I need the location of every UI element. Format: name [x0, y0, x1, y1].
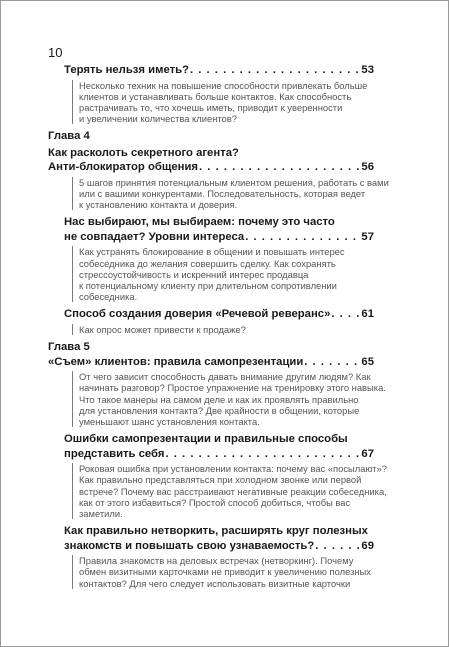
desc-line: к потенциальному клиенту при длительном сопротивлении [79, 280, 337, 292]
desc-line: и увеличении количества клиентов? [79, 113, 237, 125]
toc-entry-description [72, 246, 374, 302]
leader-dots [199, 160, 360, 175]
desc-line: клиентов и устанавливать больше контактов. Как способность [79, 90, 352, 102]
toc-entry-page: 67 [361, 447, 374, 460]
table-of-contents [48, 63, 389, 594]
leader-dots [331, 307, 360, 322]
desc-line: заметили. [79, 507, 123, 519]
toc-entry-title: Терять нельзя иметь? [64, 64, 189, 76]
leader-dots [190, 63, 360, 78]
toc-entry-title-line1: Ошибки самопрезентации и правильные способы [64, 433, 348, 446]
toc-entry-title-line1: Как правильно нетворкить, расширять круг полезных [64, 525, 368, 538]
toc-entry-title-line2: не совпадает? Уровни интереса [64, 230, 245, 243]
toc-entry-page: 57 [361, 230, 374, 243]
toc-entry-ch5[interactable] [48, 355, 374, 370]
toc-entry-description [72, 463, 388, 519]
toc-entry-s4[interactable] [48, 432, 374, 461]
desc-line: для установления контакта? Две крайности в общении, которые [79, 404, 360, 416]
toc-entry-s2[interactable] [48, 215, 374, 244]
toc-entry-s3[interactable] [48, 307, 374, 322]
desc-line: обмен визитными карточками не приводит к увеличению полезных [79, 566, 371, 578]
leader-dots [315, 539, 360, 554]
leader-dots [165, 447, 360, 462]
desc-line: встрече? Почему вас расстраивают негативные реакции собеседника, [79, 485, 387, 497]
leader-dots [304, 355, 360, 370]
toc-entry-title: Способ создания доверия «Речевой реверанс» [64, 308, 331, 321]
toc-entry-title: «Съем» клиентов: правила самопрезентации [48, 355, 304, 368]
desc-line: растрачивать то, что хочешь иметь, приводит к уверенности [79, 101, 343, 113]
toc-entry-page: 53 [361, 64, 374, 76]
desc-line: От чего зависит способность давать внимание другим людям? Как [79, 371, 371, 383]
desc-line: Как опрос может привести к продаже? [79, 323, 246, 335]
toc-entry-page: 69 [361, 539, 374, 552]
toc-entry-description [72, 80, 374, 125]
toc-entry-s5[interactable] [48, 524, 374, 553]
toc-entry-description [72, 555, 374, 589]
toc-entry-description [72, 371, 386, 427]
toc-entry-ch4[interactable] [48, 160, 374, 175]
chapter-label: Глава 4 [48, 130, 90, 143]
page-number: 10 [48, 45, 63, 60]
desc-line: начинать разговор? Простое упражнение на тренировку этого навыка. [79, 382, 386, 394]
desc-line: Как устранять блокирование в общении и повышать интерес [79, 246, 345, 258]
toc-entry-page: 65 [361, 355, 374, 368]
desc-line: собеседника. [79, 291, 138, 303]
toc-entry-page: 61 [361, 308, 374, 321]
desc-line: Как правильно представляться при холодном звонке или первой [79, 474, 362, 486]
desc-line: Правила знакомств на деловых встречах (нетворкинг). Почему [79, 555, 354, 567]
desc-line: уменьшают шанс установления контакта. [79, 415, 260, 427]
desc-line: Что такое манеры на самом деле и как их проявлять правильно [79, 393, 359, 405]
chapter-label: Глава 5 [48, 341, 90, 354]
desc-line: Роковая ошибка при установлении контакта: почему вас «посылают»? [79, 463, 388, 475]
toc-entry-title-line1: Нас выбирают, мы выбираем: почему это часто [64, 216, 335, 229]
toc-entry-title-line2: представить себя [64, 447, 165, 460]
toc-entry-title-line2: знакомств и повышать свою узнаваемость? [64, 539, 315, 552]
desc-line: контактов? Для чего следует использовать визитные карточки [79, 577, 351, 589]
desc-line: стрессоустойчивость и искренний интерес продавца [79, 268, 309, 280]
toc-entry-title: Анти-блокиратор общения [48, 161, 199, 174]
desc-line: Несколько техник на повышение способности привлекать больше [79, 79, 368, 91]
toc-entry-page: 56 [361, 161, 374, 174]
desc-line: или с вашими конкурентами. Последовательность, которая ведет [79, 188, 366, 200]
desc-line: 5 шагов принятия потенциальным клиентом решения, работать с вами [79, 176, 389, 188]
desc-line: как от этого избавиться? Простой способ добиться, чтобы вас [79, 496, 351, 508]
desc-line: к установлению контакта и доверия. [79, 199, 238, 211]
leader-dots [245, 230, 360, 245]
toc-entry-s1[interactable] [48, 63, 374, 78]
toc-entry-description [72, 324, 374, 335]
toc-entry-description [72, 176, 389, 211]
chapter-title: Как расколоть секретного агента? [48, 146, 239, 159]
desc-line: собеседника до желания совершить сделку. Как сохранять [79, 257, 336, 269]
